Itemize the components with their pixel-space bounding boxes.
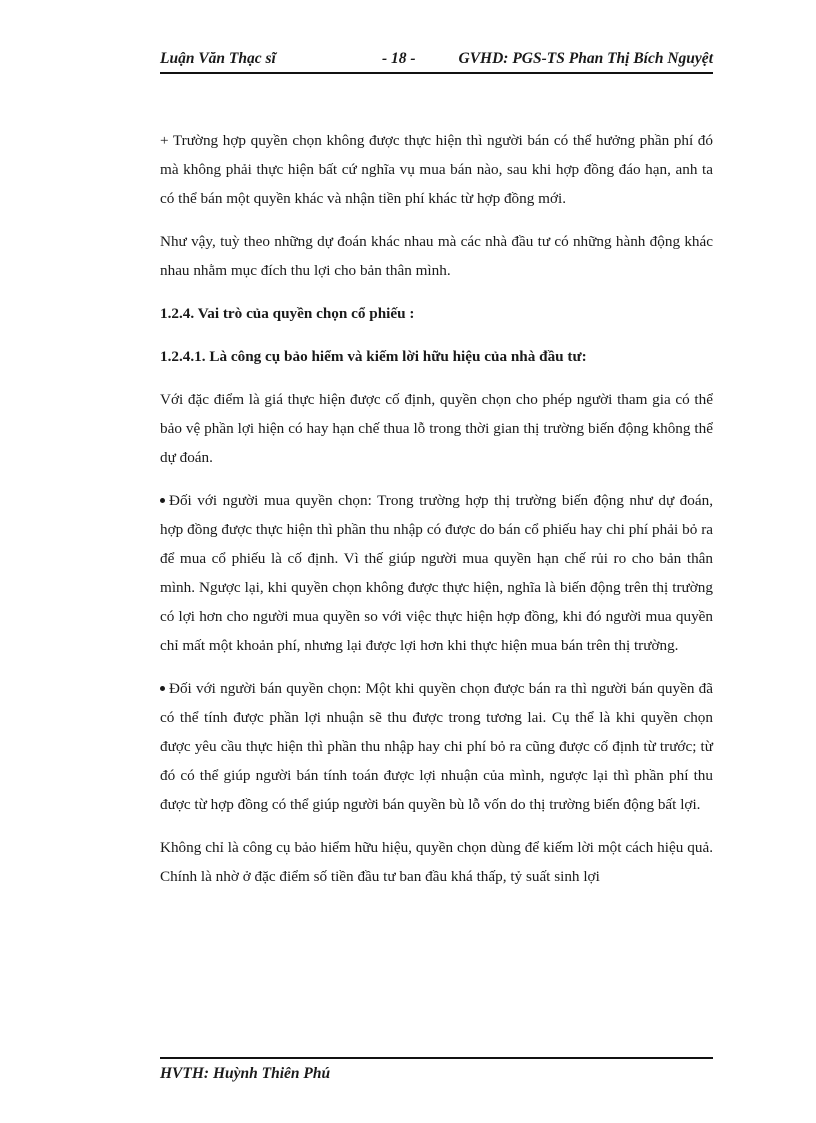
paragraph: Với đặc điểm là giá thực hiện được cố định, quyền chọn cho phép người tham gia có thể bảo vệ phần lợi hiện có hay hạn chế thua lỗ trong thời gian thị trường biến động không thể dự đoán. (160, 391, 713, 466)
page-header (160, 46, 713, 74)
bullet-text: Đối với người bán quyền chọn: Một khi quyền chọn được bán ra thì người bán quyền đã có thể tính được phần lợi nhuận sẽ thu được trong tương lai. Cụ thể là khi quyền chọn được yêu cầu thực hiện thì phần thu nhập hay chi phí bỏ ra cũng được cố định từ trước; từ đó có thể giúp người bán tính toán được lợi nhuận của mình, ngược lại thì phần phí thu được từ hợp đồng có thể giúp người bán quyền bù lỗ vốn do thị trường biến động bất lợi. (160, 680, 713, 813)
section-heading: 1.2.4. Vai trò của quyền chọn cổ phiếu : (160, 305, 415, 322)
header-advisor: GVHD: PGS-TS Phan Thị Bích Nguyệt (458, 50, 713, 67)
page-body (160, 126, 713, 891)
header-thesis-title: Luận Văn Thạc sĩ (160, 50, 276, 67)
bullet-paragraph (160, 674, 713, 819)
paragraph: + Trường hợp quyền chọn không được thực hiện thì người bán có thể hưởng phần phí đó mà không phải thực hiện bất cứ nghĩa vụ mua bán nào, sau khi hợp đồng đáo hạn, anh ta có thể bán một quyền khác và nhận tiền phí khác từ hợp đồng mới. (160, 132, 713, 207)
page-footer (160, 1057, 713, 1083)
paragraph: Không chỉ là công cụ bảo hiểm hữu hiệu, quyền chọn dùng để kiếm lời một cách hiệu quả. Chính là nhờ ở đặc điểm số tiền đầu tư ban đầu khá thấp, tỷ suất sinh lợi (160, 839, 713, 885)
footer-author: HVTH: Huỳnh Thiên Phú (160, 1065, 331, 1082)
bullet-paragraph (160, 486, 713, 660)
bullet-icon (160, 498, 165, 503)
paragraph: Như vậy, tuỳ theo những dự đoán khác nhau mà các nhà đầu tư có những hành động khác nhau nhằm mục đích thu lợi cho bản thân mình. (160, 233, 713, 279)
bullet-text: Đối với người mua quyền chọn: Trong trường hợp thị trường biến động như dự đoán, hợp đồng được thực hiện thì phần thu nhập có được do bán cổ phiếu hay chi phí phải bỏ ra để mua cổ phiếu là cố định. Vì thế giúp người mua quyền hạn chế rủi ro cho bản thân mình. Ngược lại, khi quyền chọn không được thực hiện, nghĩa là biến động trên thị trường có lợi hơn cho người mua quyền so với việc thực hiện hợp đồng, khi đó người mua quyền chỉ mất một khoản phí, nhưng lại được lợi hơn khi thực hiện mua bán trên thị trường. (160, 492, 713, 654)
subsection-heading: 1.2.4.1. Là công cụ bảo hiểm và kiếm lời hữu hiệu của nhà đầu tư: (160, 348, 587, 365)
header-page-number: - 18 - (382, 50, 416, 67)
bullet-icon (160, 686, 165, 691)
